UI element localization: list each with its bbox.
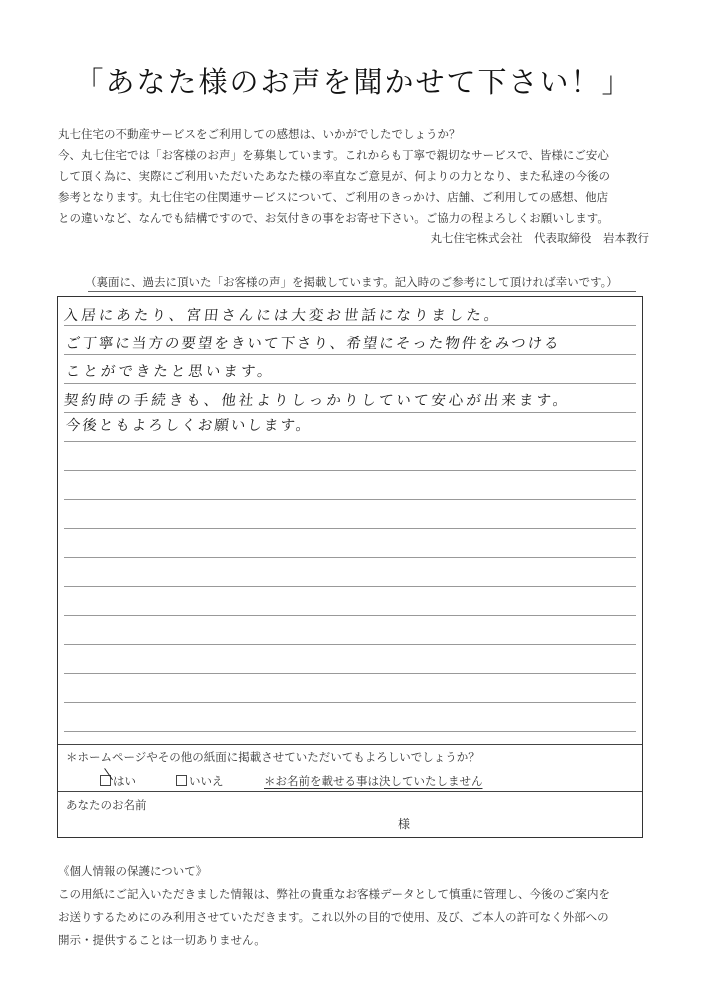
ruled-line (64, 557, 636, 558)
intro-line: 参考となります。丸七住宅の住関連サービスについて、ご利用のきっかけ、店舗、ご利用しての感想、他店 (58, 190, 609, 204)
ruled-line (64, 441, 636, 442)
handwritten-line: 契約時の手続きも、他社よりしっかりしていて安心が出来ます。 (63, 393, 572, 409)
intro-line: 今、丸七住宅では「お客様のお声」を募集しています。これからも丁寧で親切なサービスで、皆様にご安心 (58, 148, 609, 162)
option-yes-label: はい (113, 774, 136, 788)
name-suffix: 様 (398, 817, 411, 831)
intro-line: 丸七住宅の不動産サービスをご利用しての感想は、いかがでしたでしょうか？ (58, 127, 461, 141)
intro-text (58, 124, 658, 229)
intro-line: して頂く為に、実際にご利用いただいたあなた様の率直なご意見が、何よりの力となり、また私達の今後の (58, 169, 610, 183)
handwritten-line: 入居にあたり、宮田さんには大変お世話になりました。 (63, 308, 503, 324)
ruled-line (64, 354, 636, 355)
ruled-line (64, 702, 636, 703)
ruled-line (64, 412, 636, 413)
ruled-line (64, 731, 636, 732)
ruled-line (64, 499, 636, 500)
checkbox-icon[interactable] (176, 775, 187, 786)
option-no-label: いいえ (189, 774, 224, 788)
ruled-line (64, 615, 636, 616)
checkbox-checked-icon[interactable] (100, 775, 111, 786)
reference-note: （裏面に、過去に頂いた「お客様の声」を掲載しています。記入時のご参考にして頂ければ幸いです。） (85, 275, 618, 289)
reference-note-underline (88, 291, 636, 292)
name-privacy-note: ＊お名前を載せる事は決していたしません (264, 774, 483, 788)
page-title: 「あなた様のお声を聞かせて下さい！」 (74, 65, 633, 99)
privacy-line: この用紙にご記入いただきました情報は、弊社の貴重なお客様データとして慎重に管理し、今後のご案内を (58, 887, 610, 901)
ruled-line (64, 644, 636, 645)
privacy-heading: 《個人情報の保護について》 (58, 864, 208, 878)
signer: 丸七住宅株式会社 代表取締役 岩本教行 (430, 231, 649, 245)
section-divider (58, 791, 642, 792)
feedback-form (57, 296, 643, 838)
intro-line: との違いなど、なんでも結構ですので、お気付きの事をお寄せ下さい。ご協力の程よろしくお願いします。 (58, 211, 609, 225)
privacy-line: 開示・提供することは一切ありません。 (58, 933, 266, 947)
handwritten-line: ご丁寧に当方の要望をきいて下さり、希望にそった物件をみつける (65, 336, 562, 352)
homepage-question: ＊ホームページやその他の紙面に掲載させていただいてもよろしいでしょうか？ (66, 750, 480, 764)
section-divider (58, 744, 642, 745)
ruled-line (64, 383, 636, 384)
option-no[interactable] (176, 773, 224, 789)
name-label: あなたのお名前 (66, 798, 147, 812)
privacy-section (58, 860, 668, 952)
handwritten-line: 今後ともよろしくお願いします。 (65, 418, 314, 434)
privacy-line: お送りするためにのみ利用させていただきます。これ以外の目的で使用、及び、ご本人の許可なく外部への (58, 910, 609, 924)
option-yes[interactable] (100, 773, 136, 789)
ruled-line (64, 586, 636, 587)
ruled-line (64, 528, 636, 529)
ruled-line (64, 470, 636, 471)
handwritten-line: ことができたと思います。 (65, 364, 276, 380)
ruled-line (64, 673, 636, 674)
ruled-line (64, 325, 636, 326)
